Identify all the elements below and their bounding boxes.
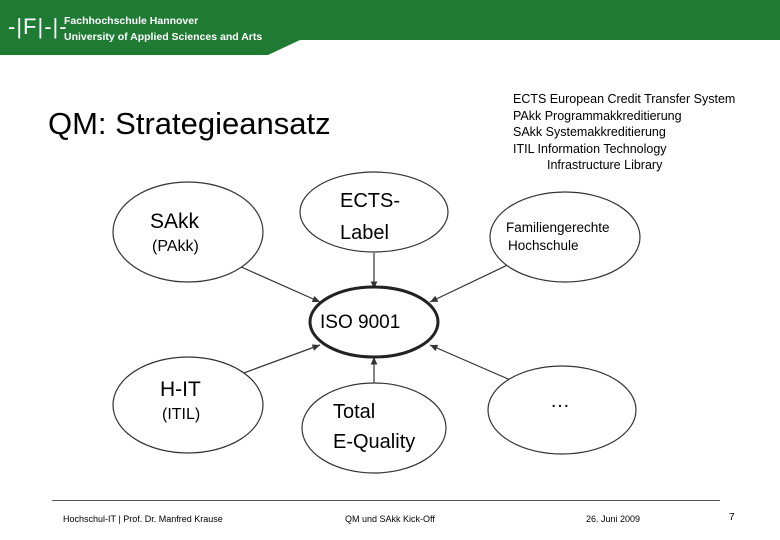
more-label: …: [550, 390, 570, 412]
footer-topic: QM und SAkk Kick-Off: [345, 514, 435, 524]
ects-label-line2: Label: [340, 222, 389, 244]
institution-subtitle: University of Applied Sciences and Arts: [64, 31, 263, 43]
ects-label-line1: ECTS-: [340, 190, 400, 212]
equality-label-line2: E-Quality: [333, 431, 416, 453]
legend-item: SAkk Systemakkreditierung: [513, 125, 666, 139]
footer-date: 26. Juni 2009: [586, 514, 641, 524]
legend-item: PAkk Programmakkreditierung: [513, 108, 682, 123]
logo: -|F|-|-: [8, 14, 68, 39]
connector-dots-iso: [430, 345, 515, 382]
pakk-label: (PAkk): [152, 238, 199, 255]
legend-item: Infrastructure Library: [547, 158, 663, 172]
institution-name: Fachhochschule Hannover: [64, 15, 199, 27]
footer-divider: [52, 500, 720, 501]
slide-title: QM: Strategieansatz: [48, 106, 331, 141]
connector-sakk-iso: [230, 262, 320, 302]
node-total-equality: [302, 383, 446, 473]
familien-label-line2: Hochschule: [508, 238, 579, 253]
legend-item: ECTS European Credit Transfer System: [513, 92, 736, 106]
hit-label: H-IT: [160, 378, 201, 401]
iso-label: ISO 9001: [320, 312, 401, 333]
connector-familien-iso: [430, 260, 518, 302]
page-number: 7: [729, 512, 735, 523]
familien-label-line1: Familiengerechte: [506, 220, 610, 235]
sakk-label: SAkk: [150, 210, 200, 233]
node-hit: [113, 357, 263, 453]
footer-author: Hochschul-IT | Prof. Dr. Manfred Krause: [63, 514, 223, 524]
legend-item: ITIL Information Technology: [513, 141, 667, 156]
total-label-line1: Total: [333, 401, 376, 423]
itil-label: (ITIL): [162, 406, 201, 423]
node-familien: [490, 192, 640, 282]
